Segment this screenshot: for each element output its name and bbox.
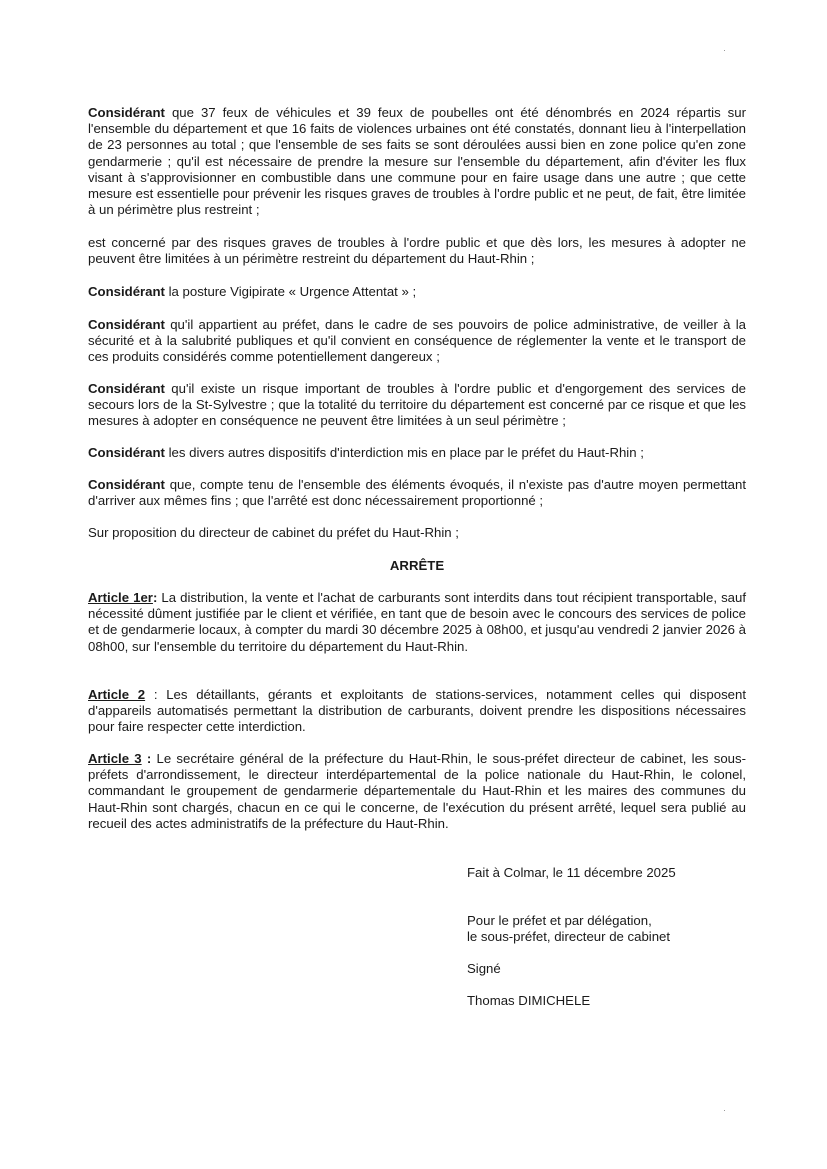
text: qu'il existe un risque important de troubles à l'ordre public et d'engorgement des services de secours lors de la St-Sylvestre ; que la totalité du territoire du département est concerné par ce risque et que les mesures à adopter en conséquence ne peuvent être limitées à un seul périmètre ; xyxy=(88,381,746,429)
paragraph-risques xyxy=(88,235,746,267)
text: la posture Vigipirate « Urgence Attentat » ; xyxy=(164,284,417,299)
text: Les détaillants, gérants et exploitants de stations-services, notamment celles qui disposent d'appareils automatisés permettant la distribution de carburants, doivent prendre les dispositions nécessaires pour faire respecter cette interdiction. xyxy=(88,687,746,735)
signed-mention: Signé xyxy=(467,961,501,976)
paragraph-vigipirate xyxy=(88,284,746,300)
lead: Considérant xyxy=(88,381,165,396)
paragraph-proposition xyxy=(88,525,746,541)
paragraph-proportionne xyxy=(88,477,746,509)
article-3 xyxy=(88,751,746,832)
heading-arrete: ARRÊTE xyxy=(389,558,445,573)
paragraph-dispositifs xyxy=(88,445,746,461)
signatory-name: Thomas DIMICHELE xyxy=(467,993,591,1008)
delegation-line-2: le sous-préfet, directeur de cabinet xyxy=(467,929,671,944)
article-label: Article 3 xyxy=(88,751,142,766)
text: les divers autres dispositifs d'interdiction mis en place par le préfet du Haut-Rhin ; xyxy=(164,445,644,460)
delegation-line-1: Pour le préfet et par délégation, xyxy=(467,913,652,928)
lead: Considérant xyxy=(88,284,165,299)
place-date: Fait à Colmar, le 11 décembre 2025 xyxy=(467,865,676,880)
text: que, compte tenu de l'ensemble des éléments évoqués, il n'existe pas d'autre moyen permettant d'arriver aux mêmes fins ; que l'arrêté est donc nécessairement proportionné ; xyxy=(88,477,746,509)
article-label: Article 1er xyxy=(88,590,153,605)
article-2 xyxy=(88,687,746,736)
article-label: Article 2 xyxy=(88,687,146,702)
sep: : xyxy=(145,687,167,702)
paragraph-considerant-feux xyxy=(88,105,746,218)
paragraph-st-sylvestre xyxy=(88,381,746,430)
text: Sur proposition du directeur de cabinet du préfet du Haut-Rhin ; xyxy=(88,525,459,540)
lead: Considérant xyxy=(88,445,165,460)
text: est concerné par des risques graves de troubles à l'ordre public et que dès lors, les mesures à adopter ne peuvent être limitées à un périmètre restreint du département du Haut-Rhin ; xyxy=(88,235,746,267)
text: La distribution, la vente et l'achat de carburants sont interdits dans tout récipient transportable, sauf nécessité dûment justifiée par le client et vérifiée, en tant que de besoin avec le concours des services de police et de gendarmerie locaux, à compter du mardi 30 décembre 2025 à 08h00, et jusqu'au vendredi 2 janvier 2026 à 08h00, sur l'ensemble du territoire du département du Haut-Rhin. xyxy=(88,590,746,654)
text: que 37 feux de véhicules et 39 feux de poubelles ont été dénombrés en 2024 répartis sur l'ensemble du département et que 16 faits de violences urbaines ont été constatés, donnant lieu à l'interpellation de 23 personnes au total ; que l'ensemble de ses faits se sont déroulées aussi bien en zone police qu'en zone gendarmerie ; qu'il est nécessaire de prendre la mesure sur l'ensemble du département, afin d'éviter les flux visant à s'approvisionner en combustible dans une commune pour en faire usage dans une autre ; que cette mesure est essentielle pour prévenir les risques graves de troubles à l'ordre public et ne peut, de fait, être limitée à un périmètre plus restreint ; xyxy=(88,105,746,218)
sep: : xyxy=(141,751,157,766)
scan-dot xyxy=(724,50,725,51)
sep: : xyxy=(152,590,162,605)
text: Le secrétaire général de la préfecture du Haut-Rhin, le sous-préfet directeur de cabinet, les sous-préfets d'arrondissement, le directeur interdépartemental de la police nationale du Haut-Rhin, le colonel, commandant le groupement de gendarmerie départementale du Haut-Rhin et les maires des communes du Haut-Rhin sont chargés, chacun en ce qui le concerne, de l'exécution du présent arrêté, lequel sera publié au recueil des actes administratifs de la préfecture du Haut-Rhin. xyxy=(88,751,746,831)
paragraph-police-administrative xyxy=(88,317,746,366)
lead: Considérant xyxy=(88,477,165,492)
scan-dot xyxy=(724,1110,725,1111)
lead: Considérant xyxy=(88,317,165,332)
lead: Considérant xyxy=(88,105,165,120)
article-1 xyxy=(88,590,746,655)
text: qu'il appartient au préfet, dans le cadre de ses pouvoirs de police administrative, de veiller à la sécurité et à la salubrité publiques et qu'il convient en conséquence de réglementer la vente et le transport de ces produits considérés comme potentiellement dangereux ; xyxy=(88,317,746,365)
